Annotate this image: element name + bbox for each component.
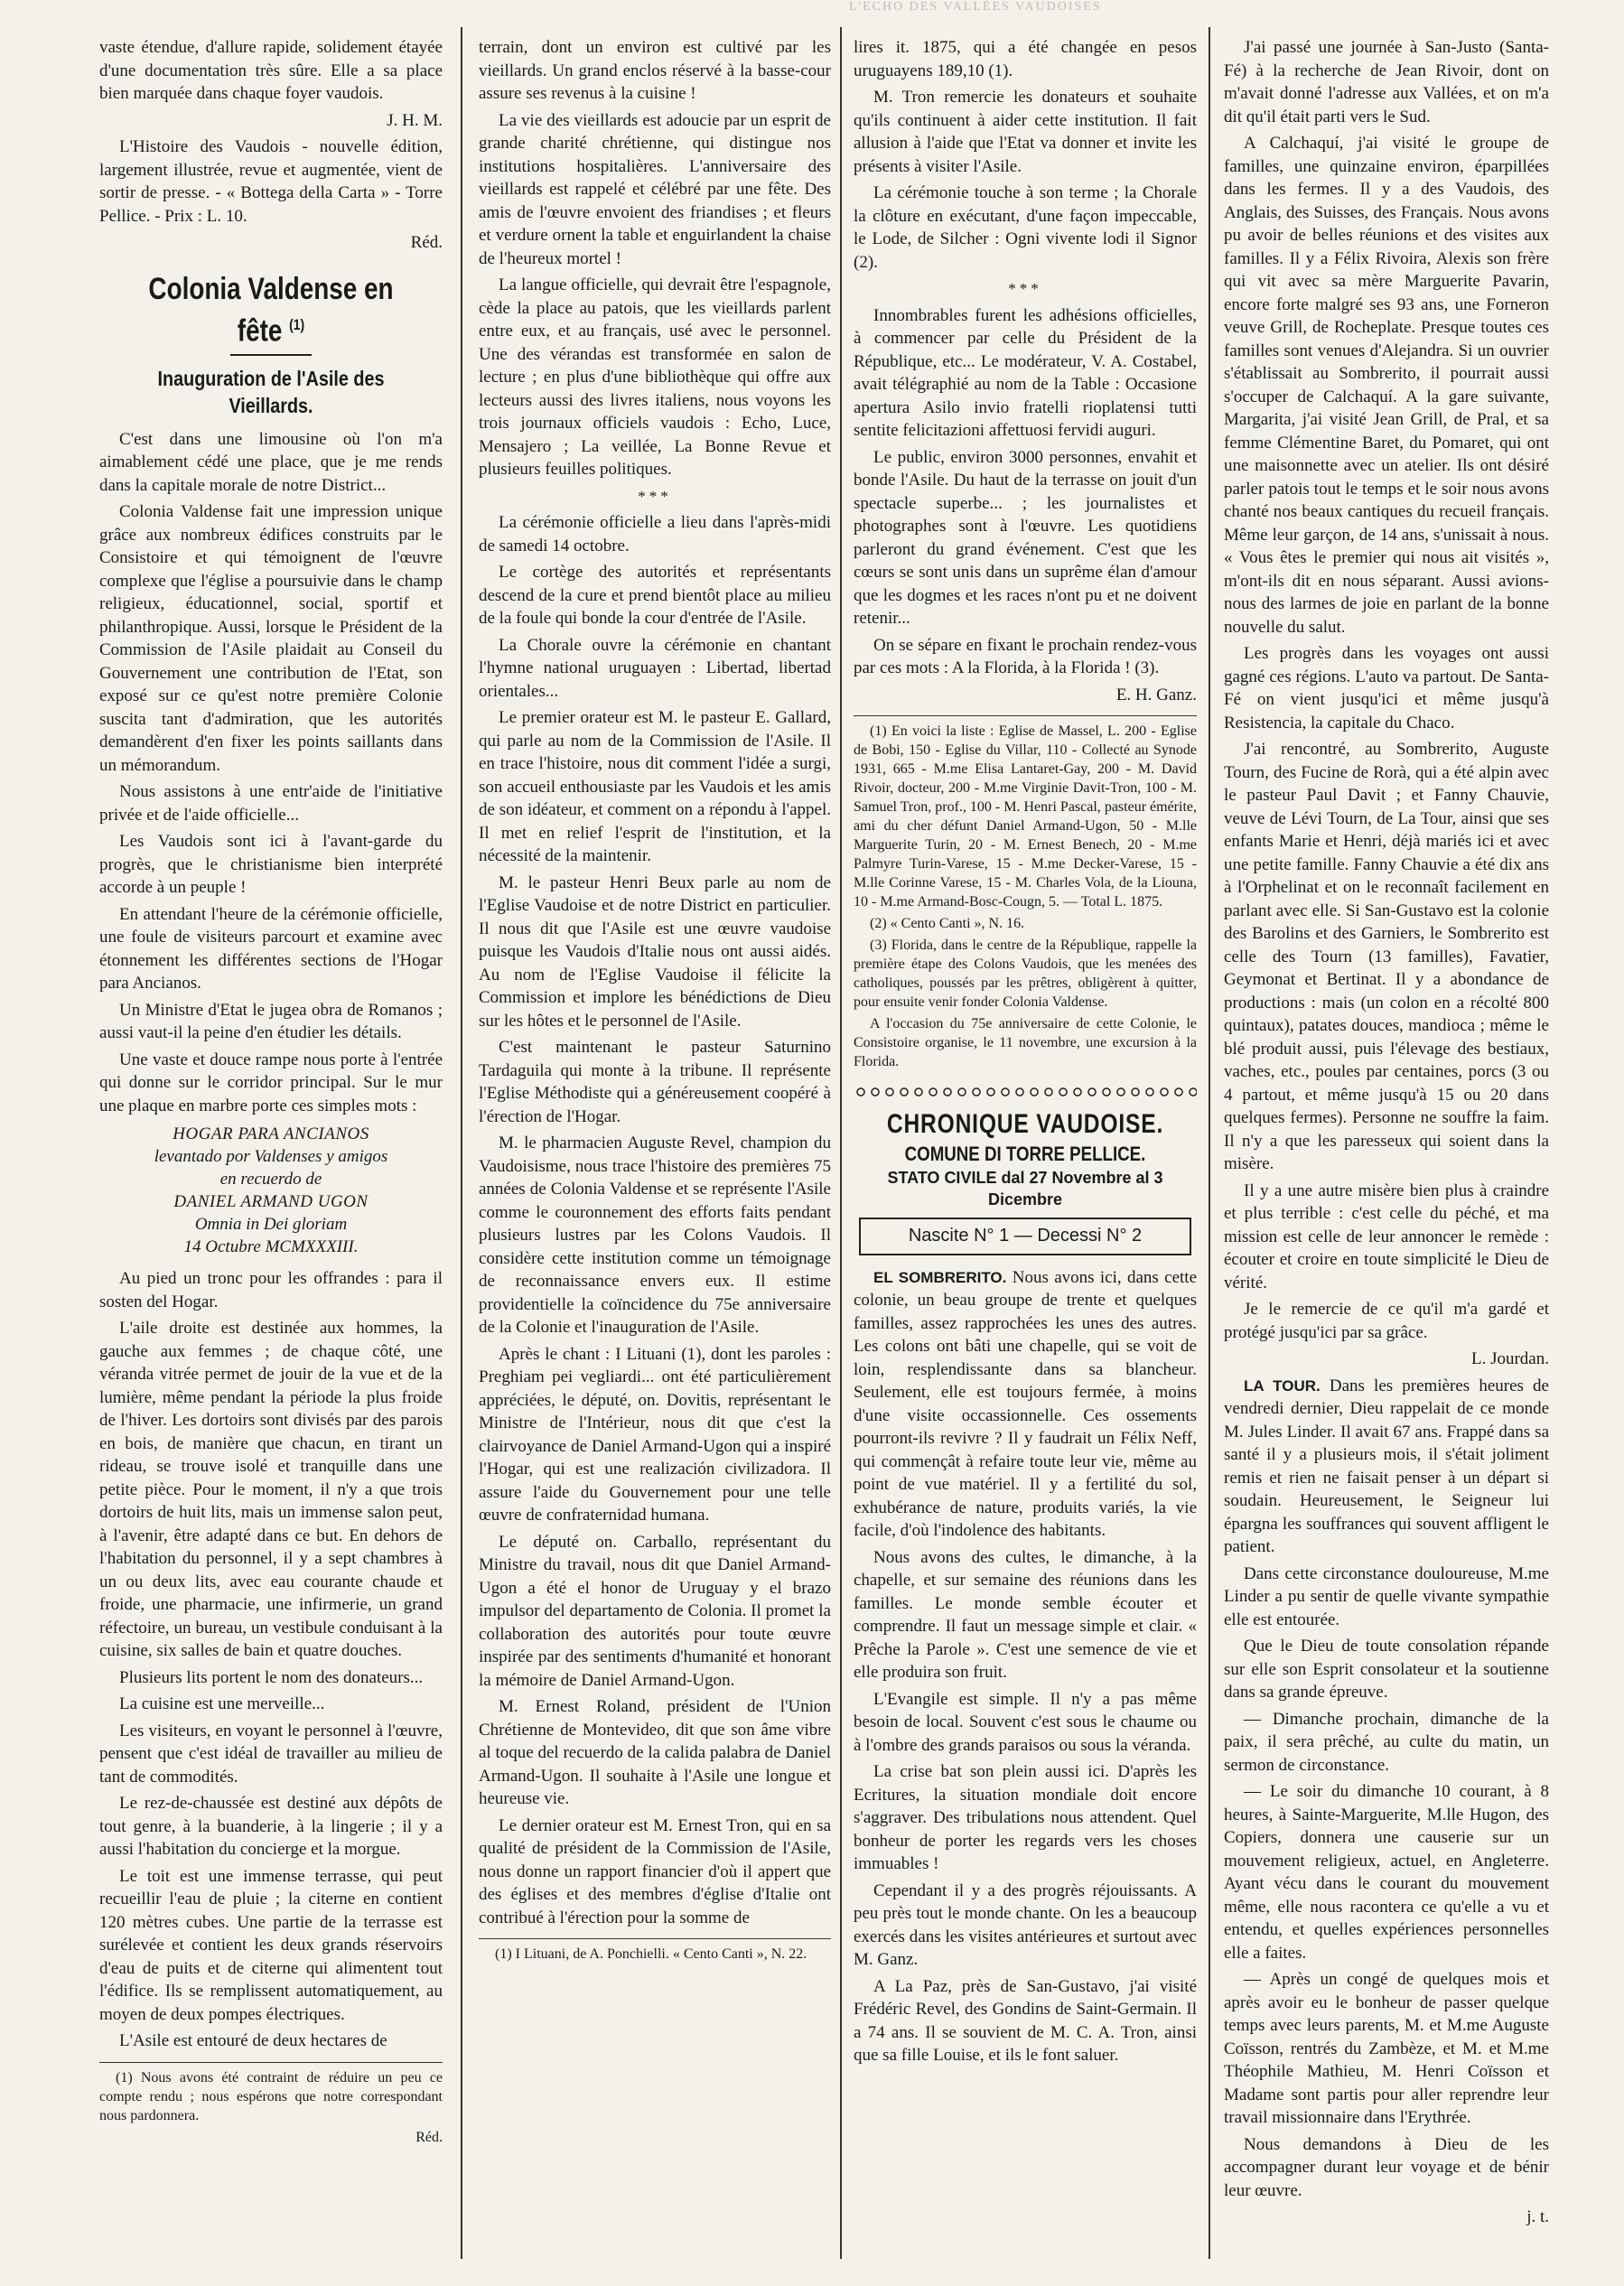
footnote-ref: (1) xyxy=(289,315,305,333)
ornament-divider xyxy=(230,354,312,356)
paragraph: Un Ministre d'Etat le jugea obra de Romanos ; aussi vaut-il la peine d'en étudier les détails. xyxy=(99,1000,443,1043)
chronicle-subtitle: COMUNE DI TORRE PELLICE. xyxy=(904,1143,1146,1165)
paragraph: La langue officielle, qui devrait être l'espagnole, cède la place au patois, que les vieillards parlent entre eux, et au français, usé avec le personnel. Une des vérandas est transformée en salon de lecture ; en plus d'une bibliothèque qui offre aux lecteurs aussi des livres italiens, nous voyons les trois journaux officiels vaudois : Echo, Luce, Mensajero ; La veillée, La Bonne Revue et plusieurs feuilles politiques. xyxy=(479,275,831,479)
paragraph: La cérémonie touche à son terme ; la Chorale la clôture en exécutant, d'une façon impeccable, le Lode, de Silcher : Ogni vivente lodi il Signor (2). xyxy=(854,183,1197,272)
paragraph: terrain, dont un environ est cultivé par les vieillards. Un grand enclos réservé à la basse-cour assure ses revenus à la cuisine ! xyxy=(479,38,831,103)
paragraph-text: Dans les premières heures de vendredi dernier, Dieu rappelait de ce monde M. Jules Linder. Il avait 67 ans. Frappé dans sa santé il y a plusieurs mois, il s'était joliment remis et rien ne faisait penser à un départ si soudain. Heureusement, le Seigneur lui épargna les souffrances qui souvent affligent le patient. xyxy=(1224,1376,1549,1556)
civil-status-heading: STATO CIVILE dal 27 Novembre al 3 Dicembre xyxy=(887,1169,1163,1208)
signature: Réd. xyxy=(415,2129,443,2145)
signature: Réd. xyxy=(410,233,443,252)
paragraph: Que le Dieu de toute consolation répande sur elle son Esprit consolateur et la soutienne dans sa grande épreuve. xyxy=(1224,1637,1549,1702)
signature: j. t. xyxy=(1526,2207,1549,2226)
paragraph: C'est maintenant le pasteur Saturnino Tardaguila qui monte à la tribune. Il représente l'Eglise Méthodiste qui a généreusement coopéré à l'érection de l'Hogar. xyxy=(479,1038,831,1126)
paragraph: M. Ernest Roland, président de l'Union Chrétienne de Montevideo, dit que son âme vibre al toque del recuerdo de la calida palabra de Daniel Armand-Ugon. Il souhaite à l'Asile une longue et heureuse vie. xyxy=(479,1697,831,1808)
paragraph: Les visiteurs, en voyant le personnel à l'œuvre, pensent que c'est idéal de travailler au milieu de tant de commodités. xyxy=(99,1721,443,1787)
paragraph: — Le soir du dimanche 10 courant, à 8 heures, à Sainte-Marguerite, M.lle Hugon, des Copiers, donnera une causerie sur un mouvement religieux, actuel, en Angleterre. Ayant vécu dans le courant du mouvement même, elle nous racontera ce qu'elle a vu et entendu, et quelles expériences personnelles elle a faites. xyxy=(1224,1782,1549,1963)
paragraph: Une vaste et douce rampe nous porte à l'entrée qui donne sur le corridor principal. Sur le mur une plaque en marbre porte ces simples mots : xyxy=(99,1050,443,1115)
paragraph: M. le pharmacien Auguste Revel, champion du Vaudoisisme, nous trace l'histoire des premières 75 années de Colonia Valdense et se représente l'Asile comme le couronnement des efforts faits pendant plusieurs lustres par les Colons Vaudois. Il considère cette institution comme un témoignage de reconnaissance envers eux. Il estime providentielle la coïncidence du 75e anniversaire de la Colonie et l'inauguration de l'Asile. xyxy=(479,1134,831,1337)
column-rule xyxy=(461,27,462,2259)
section-separator: *** xyxy=(638,487,672,505)
paragraph: Le premier orateur est M. le pasteur E. Gallard, qui parle au nom de la Commission de l'Asile. Il en trace l'histoire, nous dit comment l'idée a surgi, son accueil enthousiaste par les Vaudois et les amis de son idéateur, et comment on a répondu à l'appel. Il met en relief l'esprit de l'institution, et la nécessité de la maintenir. xyxy=(479,708,831,865)
paragraph: Au pied un tronc pour les offrandes : para il sosten del Hogar. xyxy=(99,1269,443,1311)
paragraph: lires it. 1875, qui a été changée en pesos uruguayens 189,10 (1). xyxy=(854,38,1197,80)
paragraph: La cérémonie officielle a lieu dans l'après-midi de samedi 14 octobre. xyxy=(479,513,831,555)
footnote-text: (1) En voici la liste : Eglise de Massel, L. 200 - Eglise de Bobi, 150 - Eglise du Villar, 110 - Collecté au Synode 1931, 665 - M.me Elisa Lantaret-Gay, 200 - M. David Rivoir, docteur, 200 - M.me Virginie Davit-Tron, 100 - M. Samuel Tron, prof., 100 - M. Henri Pascal, pasteur émérite, ami du cher défunt Daniel Armand-Ugon, 50 - M.lle Marguerite Turin, 20 - M. Ernest Benech, 20 - M.me Palmyre Turin-Varese, 15 - M.me Decker-Varese, 15 - M.lle Corinne Varese, 15 - M. Charles Vola, de la Liouna, 10 - M.me Armand-Bosc-Cougn, 5. — Total L. 1875. xyxy=(854,723,1197,910)
paragraph: Le cortège des autorités et représentants descend de la cure et prend bientôt place au milieu de la foule qui bonde la cour d'entrée de l'Asile. xyxy=(479,563,831,628)
paragraph: Nous avons des cultes, le dimanche, à la chapelle, et sur semaine des réunions dans les familles. Le monde semble écouter et comprendre. Il faut un message simple et clair. « Prêche la Parole ». C'est une semence de vie et elle produira son fruit. xyxy=(854,1547,1197,1682)
footnote-text: A l'occasion du 75e anniversaire de cette Colonie, le Consistoire organise, le 11 novembre, une excursion à la Florida. xyxy=(854,1016,1197,1069)
paragraph: Les Vaudois sont ici à l'avant-garde du progrès, que le christianisme bien interprété accorde à un peuple ! xyxy=(99,832,443,898)
plaque-line: HOGAR PARA ANCIANOS xyxy=(173,1124,369,1144)
plaque-inscription xyxy=(99,1123,443,1258)
column-rule xyxy=(840,27,842,2259)
paragraph: Cependant il y a des progrès réjouissants. A peu près tout le monde chante. On les a beaucoup exercés dans les visites antérieures et surtout avec M. Ganz. xyxy=(854,1880,1197,1969)
paragraph: J'ai passé une journée à San-Justo (Santa-Fé) à la recherche de Jean Rivoir, dont on m'avait donné l'adresse aux Vallées, et on m'a dit qu'il était parti vers le Sud. xyxy=(1224,38,1549,126)
paragraph: — Après un congé de quelques mois et après avoir eu le bonheur de passer quelque temps avec leurs parents, M. et M.me Auguste Coïsson, rentrés du Zambèze, et M. et M.me Théophile Mathieu, M. Henri Coïsson et Madame sont partis pour aller reprendre leur travail missionnaire dans l'Erythrée. xyxy=(1224,1970,1549,2127)
paragraph: Le dernier orateur est M. Ernest Tron, qui en sa qualité de président de la Commission de l'Asile, nous donne un rapport financier d'où il appert que des églises et des membres d'église d'Italie ont contribué à l'érection pour la somme de xyxy=(479,1815,831,1927)
footnotes xyxy=(854,715,1197,1071)
paragraph: La cuisine est une merveille... xyxy=(119,1694,325,1714)
footnote xyxy=(479,1938,831,1964)
paragraph: L'Histoire des Vaudois - nouvelle édition, largement illustrée, revue et augmentée, vient de sortir de presse. - « Bottega della Carta » - Torre Pellice. - Prix : L. 10. xyxy=(99,137,443,226)
section-separator: *** xyxy=(1008,280,1042,297)
chain-border-ornament xyxy=(854,1086,1197,1098)
article-subtitle: Inauguration de l'Asile des Vieillards. xyxy=(157,366,385,417)
column-1 xyxy=(99,36,443,2250)
footnote-text: (3) Florida, dans le centre de la République, rappelle la première étape des Colons Vaudois, que les menées des catholiques, poussés par les prêtres, obligèrent à quitter, pour ensuite venir fonder Colonia Valdense. xyxy=(854,938,1197,1010)
column-4 xyxy=(1224,36,1549,2250)
paragraph: L'Evangile est simple. Il n'y a pas même besoin de local. Souvent c'est sous le chaume ou à l'ombre des grands paraisos ou sous la véranda. xyxy=(854,1689,1197,1755)
paragraph: M. Tron remercie les donateurs et souhaite qu'ils continuent à aider cette institution. Il fait allusion à l'aide que l'Etat va donner et invite les présents à visiter l'Asile. xyxy=(854,88,1197,176)
paragraph xyxy=(1224,1375,1549,1559)
article-title xyxy=(130,271,412,349)
paragraph: Le rez-de-chaussée est destiné aux dépôts de tout genre, à la buanderie, à la lingerie ; il y a aussi l'habitation du concierge et la morgue. xyxy=(99,1794,443,1860)
paragraph: La crise bat son plein aussi ici. D'après les Ecritures, la situation mondiale doit encore s'aggraver. Des tribulations nous attendent. Quel bonheur de porter les regards vers les choses immuables ! xyxy=(854,1762,1197,1873)
births-deaths-box: Nascite N° 1 — Decessi N° 2 xyxy=(859,1218,1191,1255)
paragraph: Il y a une autre misère bien plus à craindre et plus terrible : c'est celle du péché, et ma mission est celle de leur annoncer le remède : écouter et croire en toute simplicité le Dieu de vérité. xyxy=(1224,1180,1549,1292)
plaque-line: DANIEL ARMAND UGON xyxy=(173,1192,369,1212)
paragraph: C'est dans une limousine où l'on m'a aimablement cédé une place, que je me rends dans la capitale morale de notre District... xyxy=(99,429,443,495)
paragraph: — Dimanche prochain, dimanche de la paix, il sera prêché, au culte du matin, un sermon de circonstance. xyxy=(1224,1709,1549,1775)
paragraph: Après le chant : I Lituani (1), dont les paroles : Preghiam pei vegliardi... ont été particulièrement appréciées, le député, on. Dovitis, représentant le Ministre de l'Intérieur, nous dit que c'est la clairvoyance de Daniel Armand-Ugon qui a inspiré l'Hogar, qui est une realización civilizadora. Il assure l'aide du Gouvernement pour une telle œuvre de confraternidad humana. xyxy=(479,1344,831,1525)
paragraph: Plusieurs lits portent le nom des donateurs... xyxy=(119,1667,424,1687)
paragraph: Le public, environ 3000 personnes, envahit et bonde l'Asile. Du haut de la terrasse on jouit d'un spectacle superbe... ; les journalistes et photographes sont à l'œuvre. Les quotidiens parleront du grand événement. C'est que les cœurs se sont unis dans un suprême élan d'amour que les dogmes et les races n'ont pu et ne doivent retenir... xyxy=(854,447,1197,628)
paragraph: A La Paz, près de San-Gustavo, j'ai visité Frédéric Revel, des Gondins de Saint-Germain. Il a 74 ans. Il se souvient de M. C. A. Tron, ainsi que sa fille Louise, et ils le font saluer. xyxy=(854,1976,1197,2065)
paragraph: L'Asile est entouré de deux hectares de xyxy=(119,2031,387,2051)
plaque-line: en recuerdo de xyxy=(219,1170,322,1190)
article-title-text: Colonia Valdense en fête xyxy=(148,271,394,348)
chronicle-title: CHRONIQUE VAUDOISE. xyxy=(886,1109,1164,1139)
paragraph: L'aile droite est destinée aux hommes, la gauche aux femmes ; de chaque côté, une véranda vitrée permet de jouir de la vue et de la lumière, même pendant la période la plus froide de l'hiver. Les dortoirs sont divisés par des parois en bois, de manière que chacun, en tirant un rideau, se trouve isolé et tranquille dans une petite pièce. Pour le moment, il n'y a que trois dortoirs de huit lits, mais un immense salon peut, à l'avenir, être adapté dans ce but. En dehors de l'habitation du personnel, il y a sept chambres à un ou deux lits, avec eau courante chaude et froide, une pharmacie, une infirmerie, un grand réfectoire, un bureau, un vestibule conduisant à la cuisine, six salles de bain et quatre douches. xyxy=(99,1319,443,1661)
chronicle-header xyxy=(854,1107,1197,1210)
paragraph: Le toit est une immense terrasse, qui peut recueillir l'eau de pluie ; la citerne en contient 120 mètres cubes. Une partie de la terrasse est surélevée et contient les deux grands réservoirs d'eau de puits et de citerne qui alimentent tout l'édifice. Ils se remplissent automatiquement, au moyen de deux pompes électriques. xyxy=(99,1866,443,2024)
paragraph: A Calchaquí, j'ai visité le groupe de familles, une quinzaine environ, éparpillées dans les fermes. Il y a des Vaudois, des Anglais, des Suisses, des Français. Nous avons pu avoir de belles réunions et des visites aux familles. Il y a Félix Rivoira, Alexis son frère qui vit avec sa mère Marguerite Pavarin, encore forte malgré ses 93 ans, une Forneron veuve Grill, de Rocheplate. Presque toutes ces familles sont venues d'Alejandra. Si un ouvrier s'établissait au Sombrerito, il pourrait aussi s'occuper de Calchaquí. A la gare suivante, Margarita, j'ai visité Jean Grill, de Pral, et sa femme Clémentine Baret, du Pomaret, qui ont une maisonnette avec un atelier. Ils ont désiré parler patois tout le temps et le soir nous avons chanté nos beaux cantiques du recueil français. Même leur garçon, de 14 ans, s'unissait à nous. « Vous êtes le premier qui nous ait visités », m'ont-ils dit en nous séparant. Aussi avions-nous des larmes de joie en parlant de la bonne nouvelle du salut. xyxy=(1224,134,1549,637)
paragraph: Le député on. Carballo, représentant du Ministre du travail, nous dit que Daniel Armand-Ugon a été el honor de Uruguay y el brazo impulsor del departamento de Colonia. Il promet la collaboration des autorités pour toute œuvre inspirée par des sentiments d'humanité et honorant la mémoire de Daniel Armand-Ugon. xyxy=(479,1532,831,1690)
paragraph: Dans cette circonstance douloureuse, M.me Linder a pu sentir de quelle vivante sympathie elle est entourée. xyxy=(1224,1563,1549,1629)
plaque-line: Omnia in Dei gloriam xyxy=(194,1215,348,1235)
column-rule xyxy=(1209,27,1210,2259)
signature: E. H. Ganz. xyxy=(1115,685,1197,704)
signature: J. H. M. xyxy=(387,110,443,130)
paragraph: Innombrables furent les adhésions officielles, à commencer par celle du Président de la République, etc... Le modérateur, V. A. Costabel, avait télégraphié au nom de la Table : Occasione apertura Asilo invio fratelli rioplatensi tutti sentite felicitazioni affettuosi fervidi auguri. xyxy=(854,305,1197,440)
plaque-line: levantado por Valdenses y amigos xyxy=(154,1147,388,1167)
paragraph: On se sépare en fixant le prochain rendez-vous par ces mots : A la Florida, à la Florida ! (3). xyxy=(854,635,1197,677)
paragraph: Je le remercie de ce qu'il m'a gardé et protégé jusqu'ici par sa grâce. xyxy=(1224,1300,1549,1342)
paragraph: M. le pasteur Henri Beux parle au nom de l'Eglise Vaudoise et de notre District en particulier. Il nous dit que l'Asile est une œuvre vaudoise puisque les Vaudois d'Italie nous ont aussi aidés. Au nom de l'Eglise Vaudoise il félicite la Commission et implore les bénédictions de Dieu sur les hôtes et le personnel de l'Asile. xyxy=(479,872,831,1031)
paragraph: Nous demandons à Dieu de les accompagner durant leur voyage et de bénir leur œuvre. xyxy=(1224,2134,1549,2200)
paragraph: vaste étendue, d'allure rapide, solidement étayée d'une documentation très sûre. Elle a sa place bien marquée dans chaque foyer vaudois. xyxy=(99,38,443,103)
paragraph-text: Nous avons ici, dans cette colonie, un beau groupe de trente et quelques familles, assez rapprochées les unes des autres. Les colons ont bâti une chapelle, qui se voit de loin, resplendissante dans sa blancheur. Seulement, elle est toujours fermée, à moins d'une visite occassionnelle. Ces ossements pourront-ils revivre ? Il y faudrait un Félix Neff, qui commençât à refaire toute leur vie, même au point de vue matériel. Il y a fertilité du sol, exhubérance de nature, produits variés, la vie facile, d'où l'indolence des habitants. xyxy=(854,1267,1197,1540)
footnote-text: (1) I Lituani, de A. Ponchielli. « Cento Canti », N. 22. xyxy=(495,1946,807,1962)
paragraph: Nous assistons à une entr'aide de l'initiative privée et de l'aide officielle... xyxy=(99,782,443,825)
paragraph: La Chorale ouvre la cérémonie en chantant l'hymne national uruguayen : Libertad, libertad orientales... xyxy=(479,635,831,701)
faded-masthead: L'ECHO DES VALLÉES VAUDOISES xyxy=(849,0,1102,14)
column-3 xyxy=(854,36,1197,2250)
paragraph: J'ai rencontré, au Sombrerito, Auguste Tourn, des Fucine de Rorà, qui a été alpin avec le pasteur Paul Davit ; et Fanny Chauvie, veuve de Lévi Tourn, de La Tour, ainsi que ses enfants Marie et Henri, déjà mariés ici et avec une petite famille. Fanny Chauvie a été dix ans à l'Orphelinat et on le reconnaît facilement en parlant avec elle. Si San-Gustavo est la colonie des Barolins et des Garniers, le Sombrerito est celle des Tourn (13 familles), Favatier, Geymonat et Bertinat. Il y a abondance de productions : mais (un colon en a récolté 800 quintaux), patates douces, mandioca ; même le blé produit aussi, puis l'élevage des bestiaux, vaches, etc., poules par centaines, porcs (3 ou 4 partout, et même jusqu'à 15 ou 20 dans quelques fermes). Personne ne souffre la faim. Il n'y a que les paresseux qui soient dans la misère. xyxy=(1224,740,1549,1173)
section-lead: LA TOUR. xyxy=(1244,1376,1321,1395)
paragraph: Les progrès dans les voyages ont aussi gagné ces régions. L'auto va partout. De Santa-Fé on vient jusqu'ici et même jusqu'à Resistencia, la capitale du Chaco. xyxy=(1224,644,1549,732)
footnote xyxy=(99,2062,443,2147)
column-2 xyxy=(479,36,831,2250)
footnote-text: (2) « Cento Canti », N. 16. xyxy=(870,916,1025,931)
paragraph xyxy=(854,1266,1197,1543)
signature: L. Jourdan. xyxy=(1470,1349,1549,1368)
paragraph: La vie des vieillards est adoucie par un esprit de grande charité chrétienne, qui distingue nos institutions hospitalières. L'anniversaire des vieillards est rappelé et célébré par une fête. Des amis de l'œuvre envoient des friandises ; et fleurs et verdure ornent la table et enguirlandent la chaise de l'heureux mortel ! xyxy=(479,110,831,268)
paragraph: En attendant l'heure de la cérémonie officielle, une foule de visiteurs parcourt et examine avec étonnement les différentes sections de l'Hogar para Ancianos. xyxy=(99,904,443,994)
plaque-line: 14 Octubre MCMXXXIII. xyxy=(183,1237,359,1257)
paragraph: Colonia Valdense fait une impression unique grâce aux nombreux édifices construits par le Consistoire et qui témoignent de l'œuvre complexe que l'église a poursuivie dans le champ religieux, éducationnel, social, sportif et philanthropique. Aussi, lorsque le Président de la Commission de l'Asile plaidait au Conseil du Gouvernement une contribution de l'Etat, son exposé sur ce qu'est notre première Colonie suscita tant d'admiration, que les autorités demandèrent d'en fixer les points saillants dans un mémorandum. xyxy=(99,502,443,775)
section-lead: EL SOMBRERITO. xyxy=(873,1268,1007,1286)
footnote-text: (1) Nous avons été contraint de réduire un peu ce compte rendu ; nous espérons que notre correspondant nous pardonnera. xyxy=(99,2069,443,2123)
